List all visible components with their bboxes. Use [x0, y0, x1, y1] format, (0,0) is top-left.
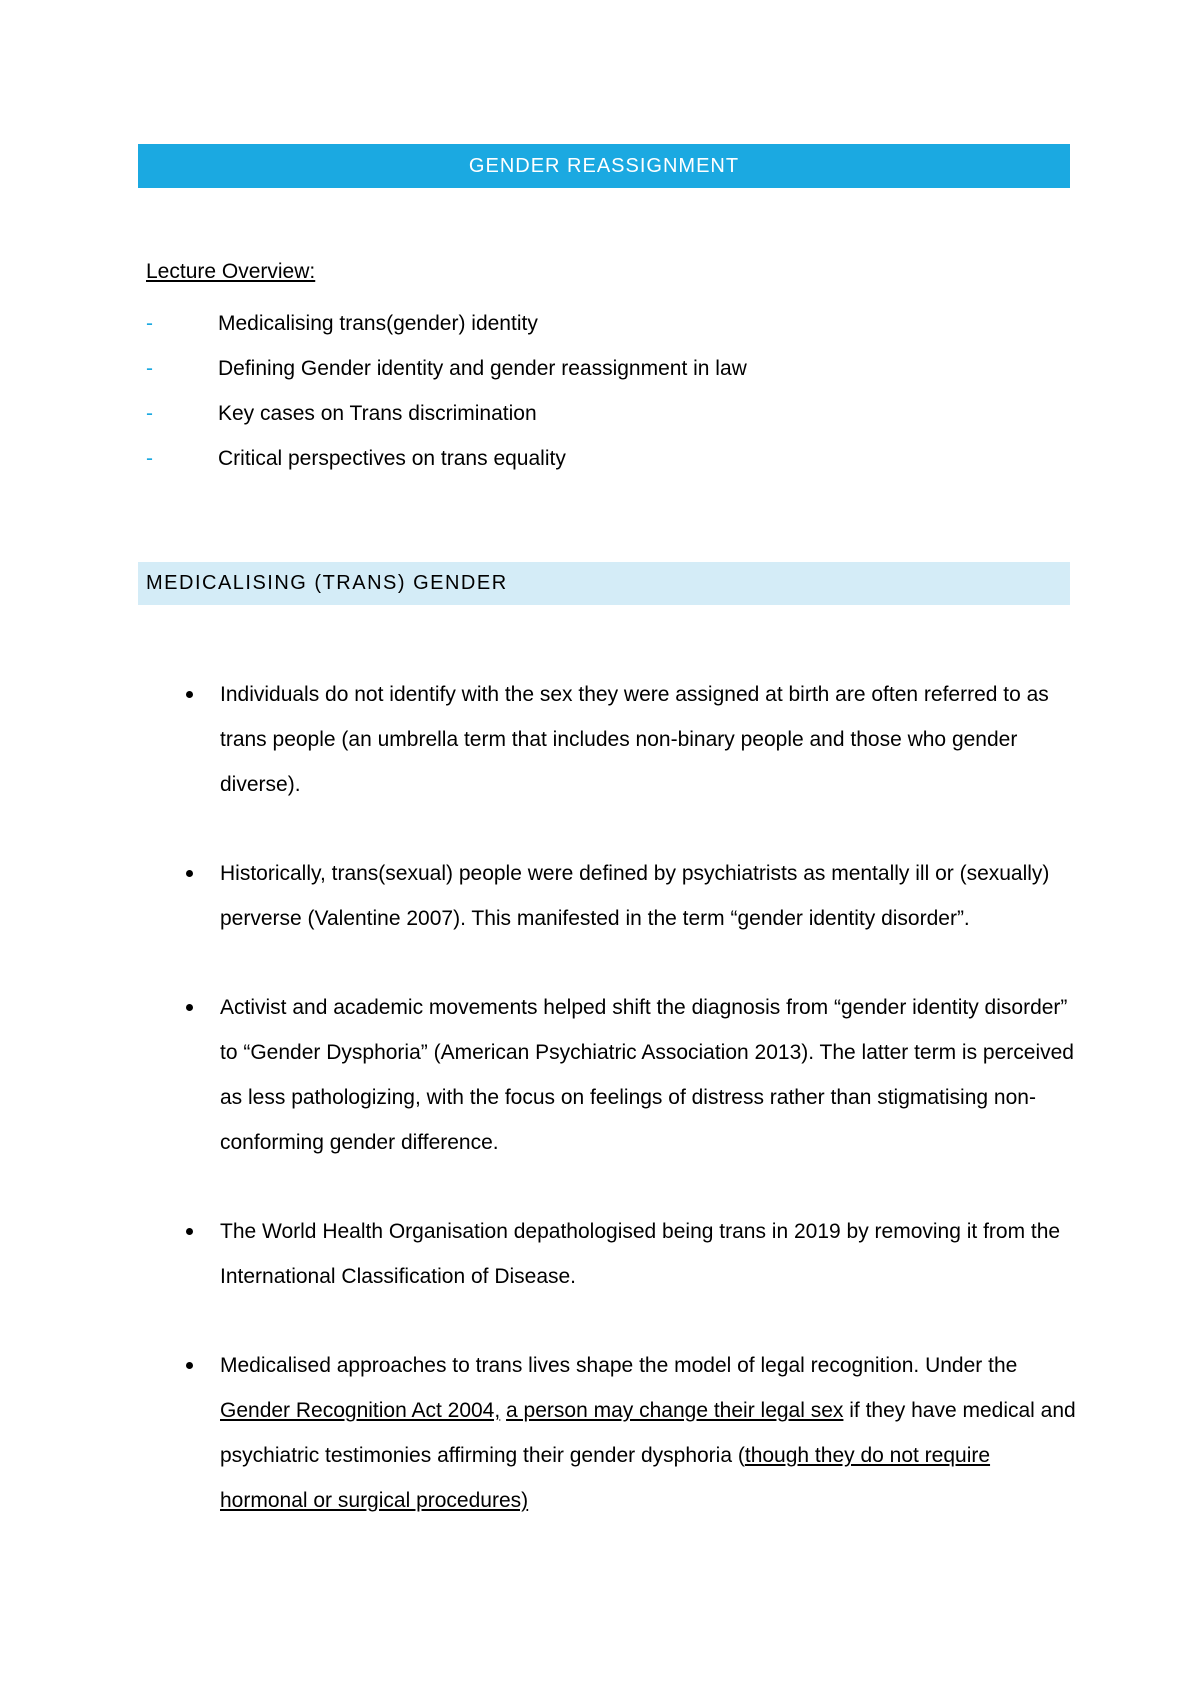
- dash-marker: -: [146, 312, 153, 335]
- bullet-item: [180, 1343, 1080, 1523]
- bullet-dot-icon: [186, 691, 193, 698]
- underlined-act-name: Gender Recognition Act 2004,: [220, 1399, 501, 1422]
- overview-item-text: Critical perspectives on trans equality: [218, 447, 566, 470]
- bullet-text: Individuals do not identify with the sex they were assigned at birth are often referred to as trans people (an umbrella term that includes non-binary people and those who gender diverse).: [220, 683, 1049, 796]
- bullet-item: [180, 851, 1080, 941]
- bullet-item: [180, 1209, 1080, 1299]
- dash-marker: -: [146, 402, 153, 425]
- bullet-item: [180, 985, 1080, 1165]
- bullet-item: [180, 672, 1080, 807]
- list-item: [146, 312, 747, 357]
- dash-marker: -: [146, 357, 153, 380]
- bullet-text: Activist and academic movements helped shift the diagnosis from “gender identity disorder” to “Gender Dysphoria” (American Psychiatric Association 2013). The latter term is perceived as less pathologizing, with the focus on feelings of distress rather than stigmatising non-conforming gender difference.: [220, 996, 1074, 1154]
- lecture-overview-heading: Lecture Overview:: [146, 260, 316, 283]
- section-bullet-list: [180, 672, 1080, 1567]
- section-heading: MEDICALISING (TRANS) GENDER: [138, 562, 1070, 605]
- bullet-dot-icon: [186, 1362, 193, 1369]
- list-item: [146, 447, 747, 492]
- bullet-text-part: if they have medical and psychiatric testimonies affirming their gender dysphoria (: [220, 1399, 1076, 1467]
- bullet-text-part: Medicalised approaches to trans lives shape the model of legal recognition. Under the: [220, 1354, 1018, 1377]
- document-title: GENDER REASSIGNMENT: [138, 144, 1070, 188]
- list-item: [146, 402, 747, 447]
- underlined-legal-sex-phrase: a person may change their legal sex: [506, 1399, 844, 1422]
- overview-item-text: Medicalising trans(gender) identity: [218, 312, 538, 335]
- bullet-text: Historically, trans(sexual) people were defined by psychiatrists as mentally ill or (sexually) perverse (Valentine 2007). This manifested in the term “gender identity disorder”.: [220, 862, 1050, 930]
- overview-item-text: Key cases on Trans discrimination: [218, 402, 537, 425]
- bullet-dot-icon: [186, 870, 193, 877]
- underlined-procedures-phrase: though they do not require hormonal or surgical procedures): [220, 1444, 991, 1512]
- bullet-text: The World Health Organisation depathologised being trans in 2019 by removing it from the International Classification of Disease.: [220, 1220, 1061, 1288]
- bullet-dot-icon: [186, 1004, 193, 1011]
- dash-marker: -: [146, 447, 153, 470]
- list-item: [146, 357, 747, 402]
- lecture-overview-list: [146, 312, 747, 492]
- bullet-dot-icon: [186, 1228, 193, 1235]
- overview-item-text: Defining Gender identity and gender reassignment in law: [218, 357, 747, 380]
